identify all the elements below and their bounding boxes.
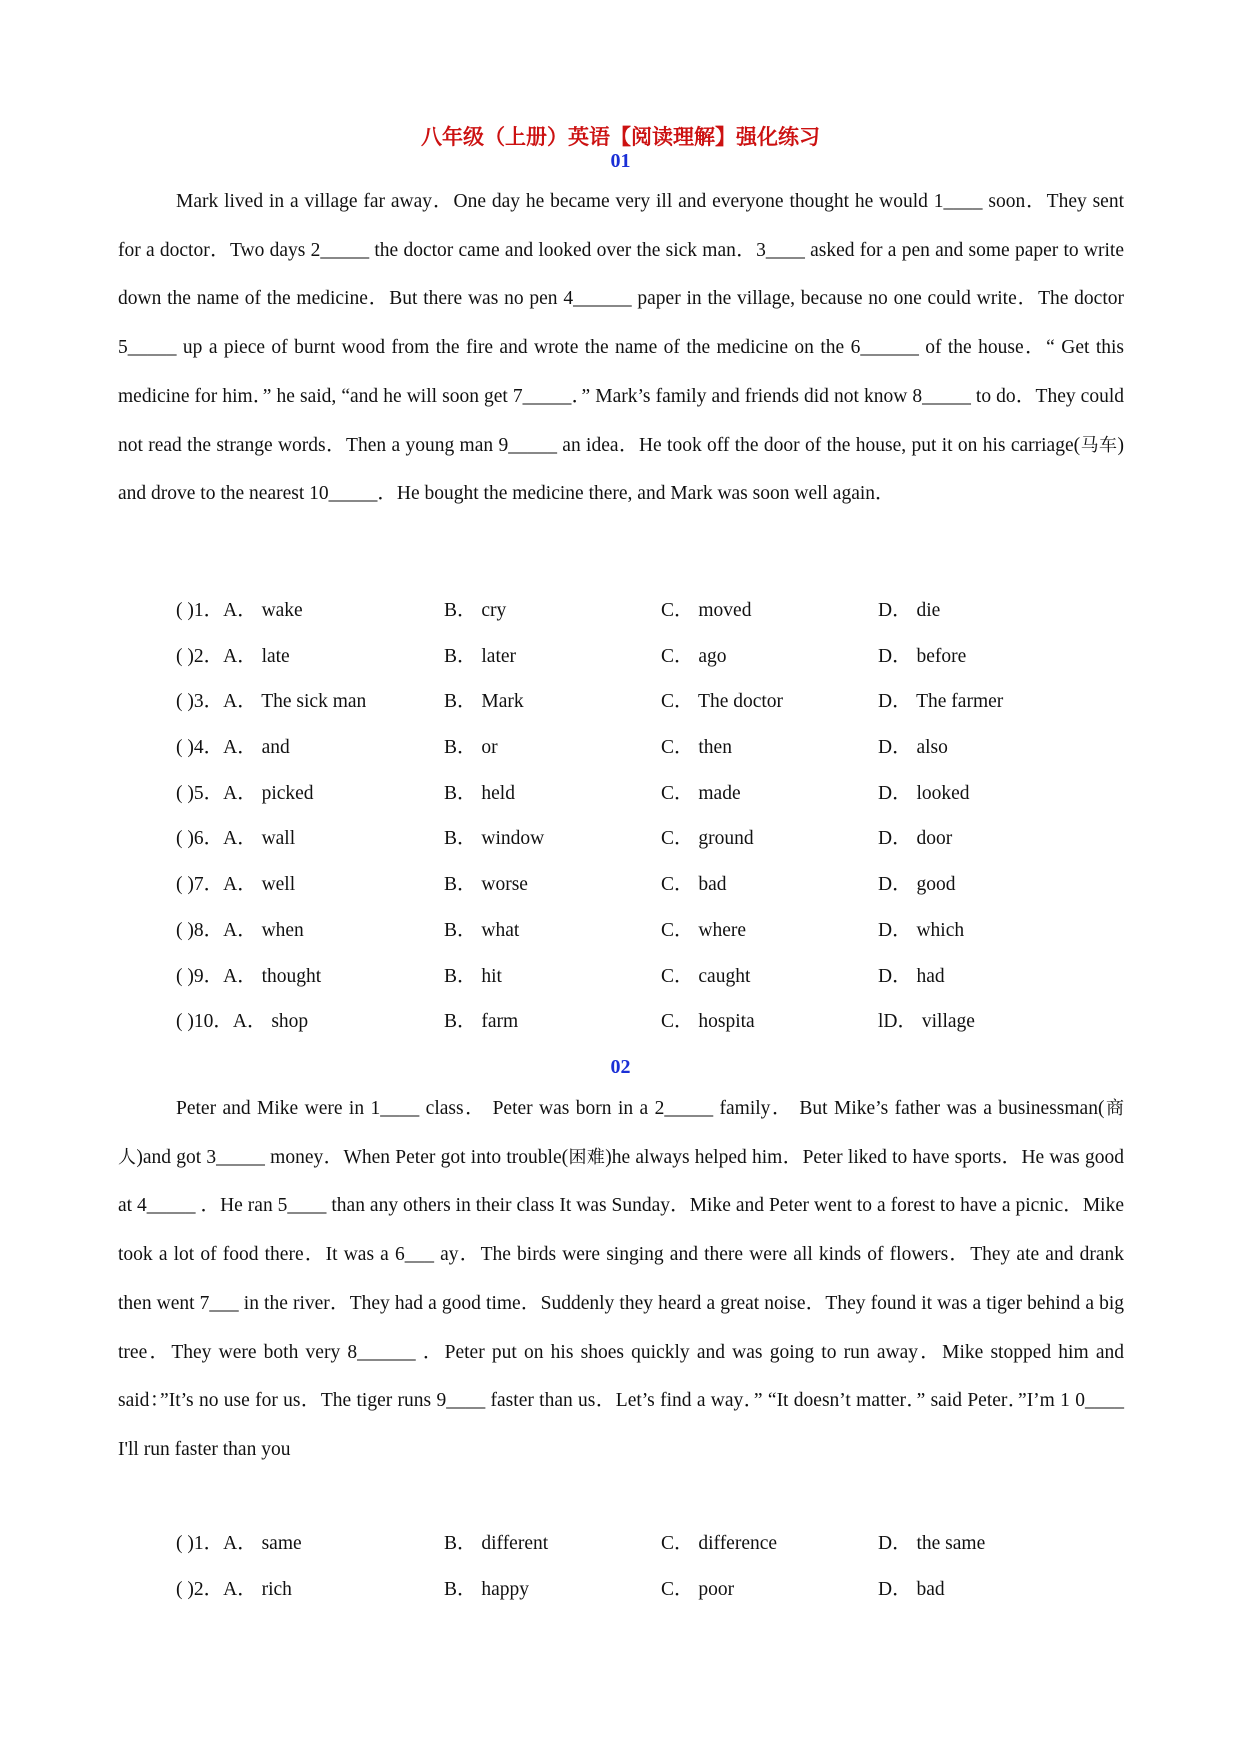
passage-text xyxy=(118,1085,1124,1475)
question-label: ( )1．A． same xyxy=(176,1533,302,1554)
option-b: B． cry xyxy=(444,600,507,621)
option-d: D． also xyxy=(878,737,948,759)
question-label: ( )4．A． and xyxy=(176,737,290,759)
question-row xyxy=(176,735,1076,781)
option-d: D． had xyxy=(878,965,945,987)
option-d: D． The farmer xyxy=(878,691,1004,713)
passage-segment: 马车 xyxy=(1080,434,1118,456)
option-d: D． which xyxy=(878,919,965,941)
option-d: D． good xyxy=(878,874,956,896)
passage-segment: Peter and Mike were in 1____ class． Peter was born in a 2_____ family． But Mike’s father was a businessman( xyxy=(176,1098,1105,1119)
option-b: B． later xyxy=(444,645,517,667)
option-d: D． bad xyxy=(878,1578,945,1600)
question-row xyxy=(176,781,1076,827)
question-label: ( )5．A． picked xyxy=(176,782,314,804)
option-b: B． window xyxy=(444,828,545,850)
option-b: B． farm xyxy=(444,1011,519,1033)
question-row xyxy=(176,598,1076,644)
question-row xyxy=(176,826,1076,872)
page-title: 八年级（上册）英语【阅读理解】强化练习 xyxy=(421,125,820,149)
question-row xyxy=(176,918,1076,964)
option-c: C． The doctor xyxy=(661,691,784,713)
question-row xyxy=(176,872,1076,918)
option-c: C． poor xyxy=(661,1578,735,1600)
option-c: C． moved xyxy=(661,600,752,621)
option-b: B． hit xyxy=(444,965,502,987)
section-number: 01 xyxy=(610,150,631,172)
option-d: D． die xyxy=(878,600,941,621)
question-label: ( )7．A． well xyxy=(176,874,296,896)
option-b: B． happy xyxy=(444,1578,530,1600)
passage-text xyxy=(118,178,1124,519)
option-b: B． different xyxy=(444,1533,549,1554)
question-label: ( )1．A． wake xyxy=(176,600,303,621)
passage-segment: ) and drove to the nearest 10_____．He bought the medicine there, and Mark was soon well again． xyxy=(118,434,1125,505)
question-row xyxy=(176,644,1076,690)
passage-segment: )and got 3_____ money．When Peter got into trouble( xyxy=(136,1146,569,1168)
question-label: ( )2．A． late xyxy=(176,645,290,667)
option-d: lD． village xyxy=(878,1011,975,1033)
passage-segment: Mark lived in a village far away．One day he became very ill and everyone thought he would 1____ soon．They sent for a doctor．Two days 2_____ the doctor came and looked over the sick man．3____ asked for a pen and some paper to write down the name of the medicine．But there was no pen 4______ paper in the village, because no one could write．The doctor 5_____ up a piece of burnt wood from the fire and wrote the name of the medicine on the 6______ of the house．“ Get this medicine for him．” he said, “and he will soon get 7_____．” Mark’s family and friends did not know 8_____ to do．They could not read the strange words．Then a young man 9_____ an idea．He took off the door of the house, put it on his carriage( xyxy=(118,191,1124,456)
option-d: D． door xyxy=(878,828,953,850)
passage-segment: )he always helped him．Peter liked to have sports．He was good at 4_____ ．He ran 5____ than any others in their class It was Sunday．Mike and Peter went to a forest to have a picnic．Mike took a lot of food there．It was a 6___ ay．The birds were singing and there were all kinds of flowers．They ate and drank then went 7___ in the river．They had a good time．Suddenly they heard a great noise．They found it was a tiger behind a big tree．They were both very 8______ ．Peter put on his shoes quickly and was going to run away．Mike stopped him and said：”It’s no use for us．The tiger runs 9____ faster than us．Let’s find a way．” “It doesn’t matter．” said Peter．”I’m 1 0____ I'll run faster than you xyxy=(118,1146,1125,1460)
option-d: D． before xyxy=(878,645,967,667)
question-label: ( )8．A． when xyxy=(176,919,304,941)
option-c: C． where xyxy=(661,919,747,941)
question-row xyxy=(176,1577,1076,1623)
passage-segment: 商人 xyxy=(118,1098,1124,1168)
option-b: B． held xyxy=(444,782,515,804)
question-row xyxy=(176,1531,1076,1577)
option-b: B． Mark xyxy=(444,691,524,713)
option-c: C． ground xyxy=(661,828,754,850)
question-row xyxy=(176,689,1076,735)
option-c: C． difference xyxy=(661,1533,778,1554)
question-row xyxy=(176,964,1076,1010)
question-label: ( )6．A． wall xyxy=(176,828,296,850)
option-d: D． looked xyxy=(878,782,970,804)
question-label: ( )10．A． shop xyxy=(176,1011,309,1033)
passage-segment: 困难 xyxy=(568,1146,606,1168)
option-c: C． then xyxy=(661,737,732,759)
question-row xyxy=(176,1009,1076,1055)
option-c: C． hospita xyxy=(661,1011,755,1033)
option-b: B． worse xyxy=(444,874,528,896)
option-d: D． the same xyxy=(878,1533,986,1554)
question-list xyxy=(176,598,1076,1055)
option-c: C． ago xyxy=(661,645,727,667)
question-label: ( )2．A． rich xyxy=(176,1578,292,1600)
option-b: B． what xyxy=(444,919,520,941)
option-c: C． made xyxy=(661,782,741,804)
question-label: ( )9．A． thought xyxy=(176,965,322,987)
question-list xyxy=(176,1531,1076,1622)
section-number: 02 xyxy=(610,1056,631,1078)
option-b: B． or xyxy=(444,737,498,759)
question-label: ( )3．A． The sick man xyxy=(176,691,367,713)
option-c: C． bad xyxy=(661,874,727,896)
option-c: C． caught xyxy=(661,965,751,987)
